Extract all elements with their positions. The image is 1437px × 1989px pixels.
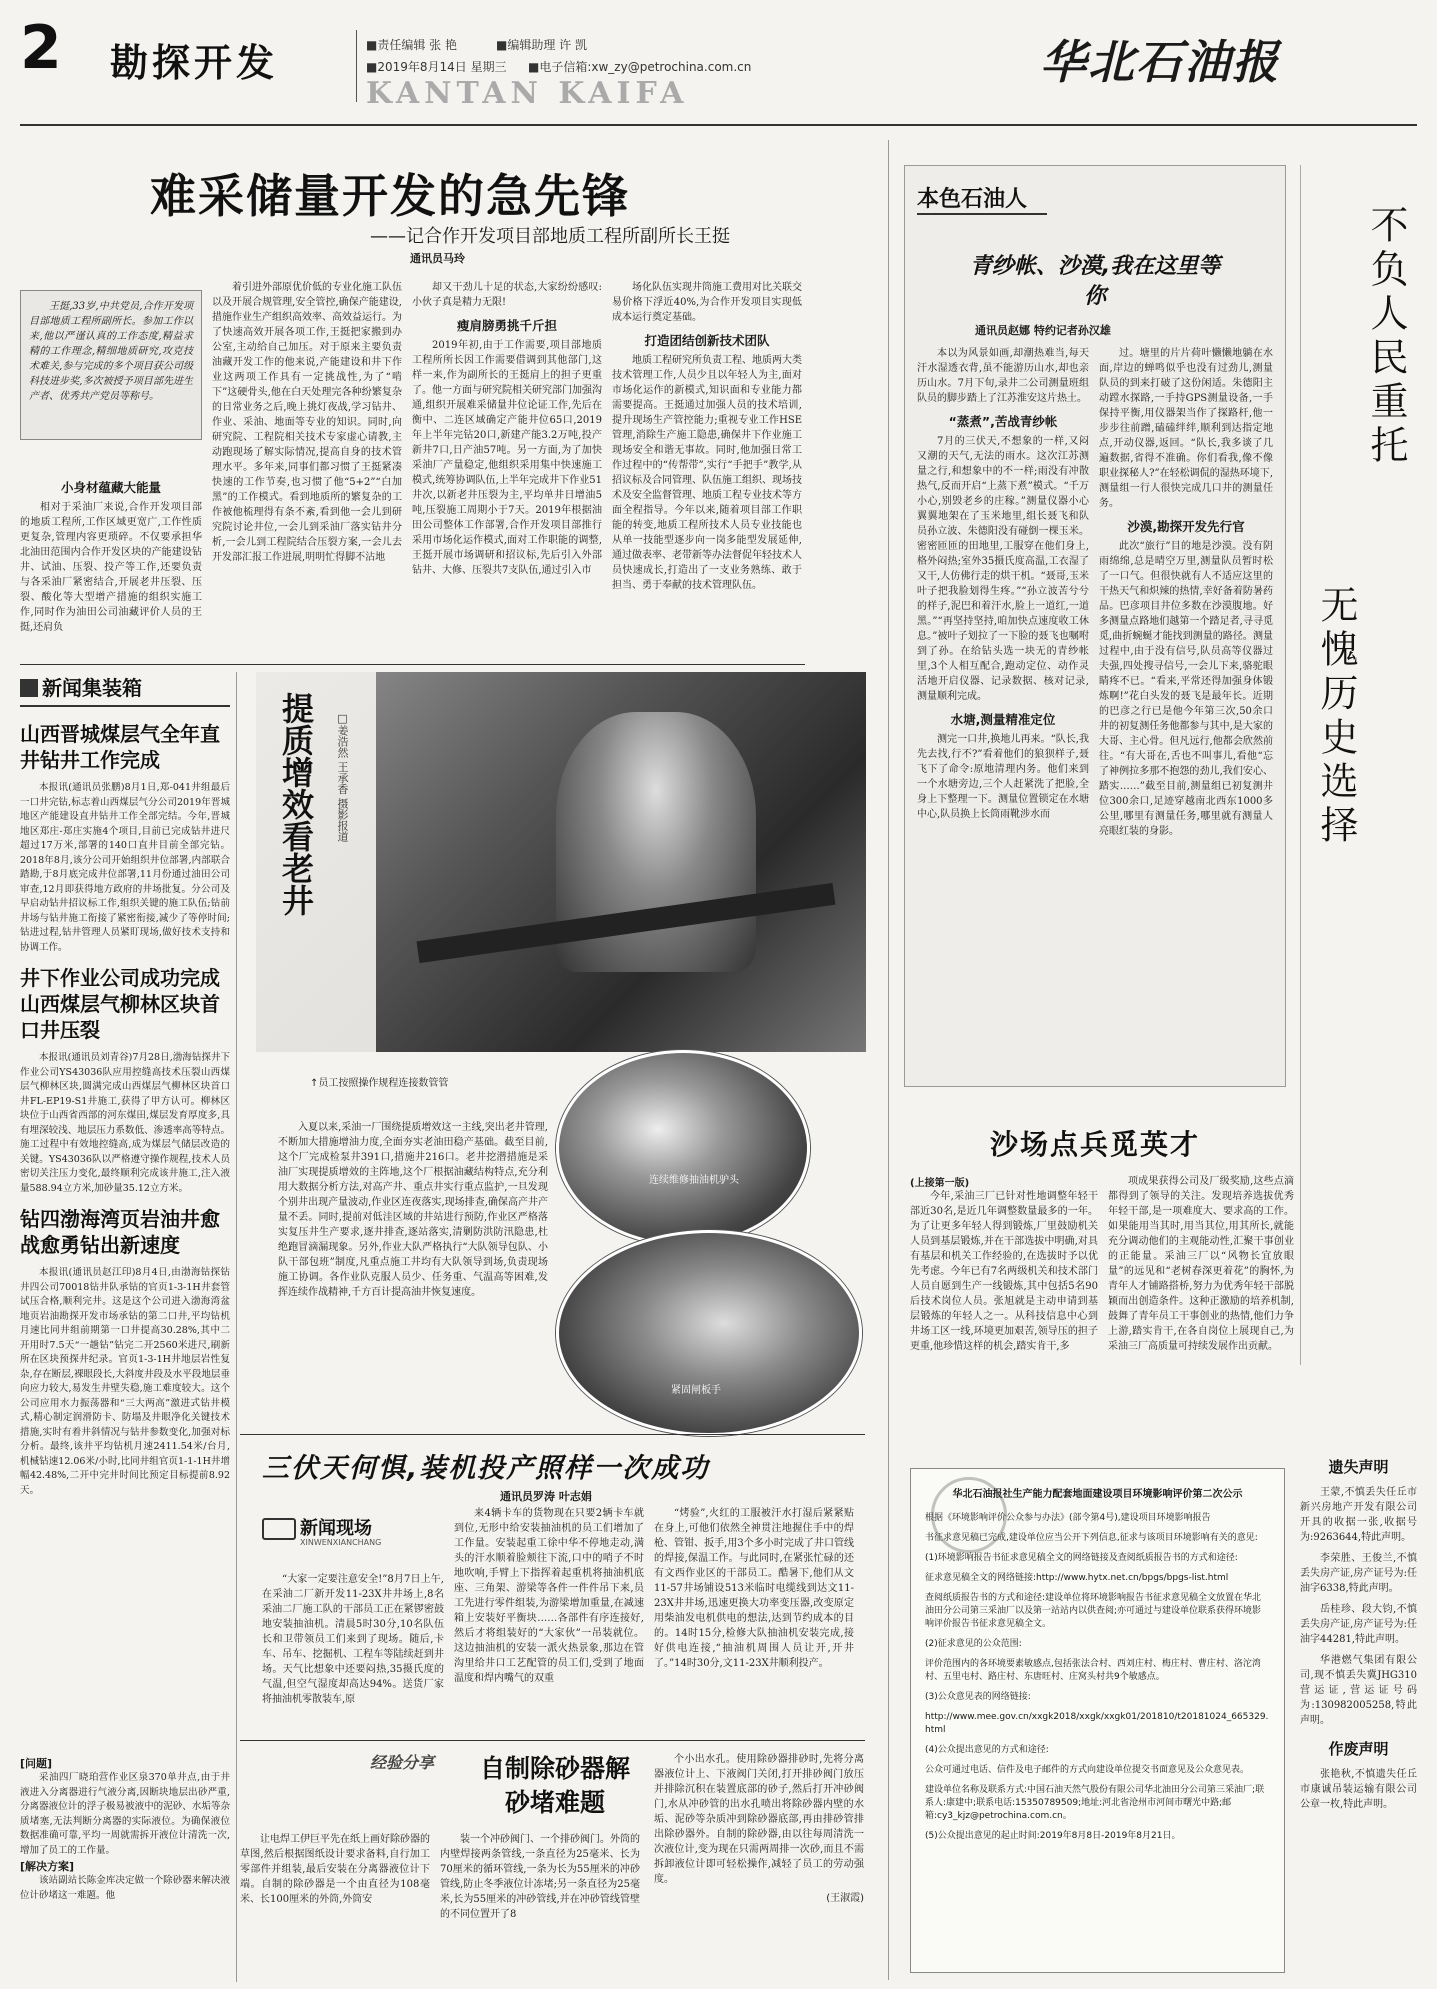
assistant-credit: ■编辑助理 许 凯 bbox=[496, 38, 587, 52]
news-box-title bbox=[20, 672, 230, 707]
problem-label: [问题] bbox=[20, 1757, 53, 1770]
solution-label: [解决方案] bbox=[20, 1860, 75, 1873]
solution-text: 该站副站长陈金库决定做一个除砂器来解决液位计砂堵这一难题。他 bbox=[20, 1875, 230, 1901]
photo-story-title: 提质增效看老井 bbox=[277, 692, 315, 916]
column-subhead-3: 沙漠,勘探开发先行官 bbox=[1127, 519, 1245, 534]
lead-byline: 通讯员马玲 bbox=[410, 252, 465, 265]
column-title: 青纱帐、沙漠,我在这里等你 bbox=[969, 254, 1221, 309]
issue-date: ■2019年8月14日 星期三 bbox=[366, 60, 507, 74]
eia-notice bbox=[910, 1468, 1285, 1973]
shachang-col-1 bbox=[910, 1174, 1098, 1354]
lost-notice-title: 遗失声明 bbox=[1328, 1458, 1389, 1476]
notice-line: 根据《环境影响评价公众参与办法》(部令第4号),建设项目环境影响报告 bbox=[925, 1513, 1211, 1523]
notice-line: (4)公众提出意见的方式和途径: bbox=[925, 1745, 1049, 1755]
column-box bbox=[904, 165, 1286, 1087]
bottom-story-col-3: “烤验”,火红的工服被汗水打湿后紧紧贴在身上,可他们依然全神贯注地握住手中的焊枪、管钳、扳手,用3个多小时完成了井口管线的焊接,保温工作。与此同时,在紧张忙碌的还有文西作业区的干部员工。酷暑下,他们从文11-57井场铺设513米临时电缆线到达文11-23X井井场,迅速更换大功率变压器,改变原定用柴油发电机供电的想法,达到节约成本的目的。14时15分,检修大队抽油机安装完成,接好供电连接,“抽油机周围人员让开,开井了。”14时30分,文11-23X井顺利投产。 bbox=[654, 1508, 854, 1669]
lead-col-4 bbox=[612, 280, 802, 593]
photo-bottom-rule bbox=[240, 1434, 865, 1435]
lead-title: 难采储量开发的急先锋 bbox=[150, 169, 630, 223]
photo-caption-3: 紧固闸板手 bbox=[671, 1385, 721, 1396]
photo-circle-2 bbox=[556, 1230, 862, 1436]
header-divider bbox=[356, 30, 357, 102]
notice-line: 建设单位名称及联系方式:中国石油天然气股份有限公司华北油田分公司第三采油厂;联系人:康建中;联系电话:15350789509;地址:河北省沧州市河间市曙光中路;邮箱:cy3_kjz@petrochina.com.cn。 bbox=[925, 1785, 1265, 1821]
notice-link[interactable]: http://www.mee.gov.cn/xxgk2018/xxgk/xxgk01/201810/t20181024_665329.html bbox=[925, 1712, 1269, 1735]
column-right bbox=[1099, 346, 1273, 839]
news-box-title-text: 新闻集装箱 bbox=[42, 676, 142, 700]
news-body-3: 本报讯(通讯员赵江印)8月4日,由渤海钻探钻井四公司70018钻井队承钻的官页1-3-1H井套管试压合格,顺利完井。这是这个公司进入渤海湾盆地页岩油勘探开发市场承钻的第二口井,平均钻机月速比同井组前期第一口井提高30.28%,其中二开用时7.5天“一趟钻”钻完二开2560米进尺,刷新所在区块预探井纪录。官页1-3-1H井地层岩性复杂,存在断层,裸眼段长,大斜度井段及水平段地层垂向应力较大,易发生井壁失稳,施工难度较大。这个公司应用水力振荡器和“三大两高”激进式钻井模式,精心制定润滑防卡、防塌及井眼净化关键技术措施,实时有着井斜情况与钻井参数变化,加强对标分析。最终,该井平均钻机月速2411.54米/台月,机械钻速12.06米/小时,比同井组官页1-1-1H井增幅42.48%,二开中完井时间比预定目标提前8.92天。 bbox=[20, 1267, 230, 1496]
shachang-lead-in: (上接第一版) bbox=[910, 1178, 970, 1189]
newspaper-icon bbox=[20, 679, 38, 697]
notice-line: (3)公众意见表的网络链接: bbox=[925, 1692, 1031, 1702]
experience-author: (王淑霞) bbox=[826, 1893, 864, 1904]
photo-title-box bbox=[256, 672, 376, 1052]
column-badge: 本色石油人 bbox=[917, 182, 1047, 215]
editor-credit: ■责任编辑 张 艳 bbox=[366, 38, 457, 52]
bottom-story-col-1: “大家一定要注意安全!”8月7日上午,在采油二厂新开发11-23X井井场上,8名采油二厂施工队的干部员工正在紧锣密鼓地安装抽油机。清晨5时30分,10名队伍长和卫带领员工们来到了现场。随后,卡车、吊车、挖掘机、工程车等陆续赶到井场。天气比想象中还要闷热,35摄氏度的气温,但空气湿度却高达94%。送货厂家将抽油机零散装车,原 bbox=[262, 1574, 444, 1705]
lead-col-2: 着引进外部原优价低的专业化施工队伍以及开展合规管理,安全管控,确保产能建设,措施作业生产组织高效率、高效益运行。为了快速高效开展各项工作,王挺把家搬到办公室,主动给自己加压。对于原来主要负责油藏开发工作的他来说,产能建设和井下作业这两项工作具有一定挑战性,为了“啃下”这硬骨头,他在白天处理完各种纷繁复杂的日常业务之后,晚上挑灯夜战,学习钻井、作业、采油、地面等专业的知识。同时,向研究院、工程院相关技术专家虚心请教,主动跑现场了解实际情况,提高自身的技术管理水平。多年来,同事们都习惯了王挺紧凑快速的工作节奏,也习惯了他“5+2”“白加黑”的工作模式。看到地质所的繁复杂的工作被他梳理得有条不紊,看到他一会儿到研究院讨论井位,一会儿到采油厂落实钻井分析,一会儿到工程院结合压裂方案,一会儿去开发部汇报工作进展,明明忙得脚不沾地 bbox=[212, 282, 402, 563]
column-body-5: 此次“旅行”目的地是沙漠。没有阴雨绵绵,总是晴空万里,测量队员暂时松了一口气。但很快就有人不适应这里的干热天气和炽辣的热情,幸好备着防暑药品。巴彦项目井位多数在沙漠腹地。好多测量点路地们越第一个踏足者,寻寻觅觅,曲折蜿蜒才能找到测量的路径。测量过程中,由于没有信号,队员高等仪器过夫强,四处搜寻信号,一会儿下来,骆驼眼睛疼不已。“看来,平常还得加强身体锻炼啊!”花白头发的聂飞是最年长。近期的巴彦之行已是他今年第三次,50余口井的初复测任务他都参与其中,是大家的大哥、主心骨。但凡远行,他都会欣然前往。“有大哥在,舌也不叫事儿,看他“忘了神例拉多那不抱怨的劲儿,我们安心、踏实……”截至目前,测量组已初复测井位300余口,足迹穿越南北西东1000多公里,哪里有测量任务,哪里就有测量人亮眼红装的身影。 bbox=[1099, 541, 1273, 837]
problem-text: 采油四厂晓珀营作业区泉370单井点,由于井液进入分离器进行气液分离,因断块地层出砂严重,分离器液位计的浮子极易被液中的泥砂、水垢等杂质堵塞,无法判断分离器的实际液位。为确保液位数据准确可靠,平均一周就需拆开液位计清洗一次,增加了员工的工作量。 bbox=[20, 1772, 230, 1856]
page-number: 2 bbox=[20, 13, 62, 83]
lead-col-3 bbox=[412, 280, 602, 578]
lost-notice-item: 王蒙,不慎丢失任丘市新兴房地产开发有限公司开具的收据一张,收据号为:9263644,特此声明。 bbox=[1300, 1487, 1417, 1543]
column-byline: 通讯员赵娜 特约记者孙汉雄 bbox=[975, 324, 1111, 337]
column-body-2: 7月的三伏天,不想象的一样,又闷又潮的天气,无法的雨水。这次江苏测量之行,和想象中的不一样;雨没有冲散热气,反而开启“上蒸下煮”模式。“千万小心,别毁老乡的庄稼。”测量仪器小心翼翼地架在了玉米地里,组长聂飞和队员孙立波、朱德阳没有碰倒一棵玉米。密密匝匝的田地里,工服穿在他们身上,格外闷热;室外35摄氏度高温,工衣湿了又干,人仿佛行走的烘干机。“聂哥,玉米叶子把我脸划得生疼。”“孙立波苦兮兮的样子,泥巴和着汗水,脸上一道红,一道黑。”“再坚持坚持,咱加快点速度收工休息。”被叶子划拉了一下脸的聂飞也嘱咐到了孙。在给钻头选一块无的青纱帐里,3个人相互配合,跑动定位、动作灵活地开启仪器、记录数据、核对记录,测量顺利完成。 bbox=[917, 436, 1089, 702]
lead-bottom-rule bbox=[20, 664, 805, 665]
notice-line: 评价范围内的各环境要素敏感点,包括张法合村、西刘庄村、梅庄村、曹庄村、洛沱湾村、五里屯村、路庄村、东唐旺村、庄窝头村共9个敏感点。 bbox=[925, 1659, 1261, 1682]
contact-email: ■电子信箱:xw_zy@petrochina.com.cn bbox=[528, 60, 752, 74]
section-pinyin: KANTAN KAIFA bbox=[366, 76, 689, 111]
notice-line: (5)公众提出意见的起止时间:2019年8月8日-2019年8月21日。 bbox=[925, 1831, 1181, 1841]
section-title: 勘探开发 bbox=[110, 41, 279, 85]
lead-subhead-1: 小身材蕴藏大能量 bbox=[60, 480, 161, 495]
lead-subhead-2: 瘦肩膀勇挑千斤担 bbox=[456, 318, 557, 333]
notice-line: 公众可通过电话、信件及电子邮件的方式向建设单位提交书面意见及公众意见表。 bbox=[925, 1765, 1250, 1775]
header-rule bbox=[20, 124, 1417, 126]
news-scene-label bbox=[262, 1512, 444, 1562]
column-subhead-2: 水塘,测量精准定位 bbox=[950, 712, 1056, 727]
experience-col-2: 装一个冲砂阀门、一个排砂阀门。外筒的内壁焊接两条管线,一条直径为25毫米、长为70厘米的循环管线,一条为长为55厘米的冲砂管线,防止冬季液位计冻堵;另一条直径为25毫米,长为55厘米的冲砂管线,并在冲砂管线管壁的不同位置开了8 bbox=[440, 1834, 640, 1920]
newspaper-masthead: 华北石油报 bbox=[1040, 35, 1280, 89]
notice-line: (2)征求意见的公众范围: bbox=[925, 1639, 1022, 1649]
lost-notice-item: 李荣胜、王俊兰,不慎丢失房产证,房产证号为:任油字6338,特此声明。 bbox=[1300, 1553, 1417, 1594]
notice-line: (1)环境影响报告书征求意见稿全文的网络链接及查阅纸质报告书的方式和途径: bbox=[925, 1553, 1238, 1563]
lost-notices bbox=[1300, 1450, 1417, 1980]
photo-credit: □姜浩然 王承香 摄影报道 bbox=[336, 712, 349, 842]
notice-link[interactable]: 征求意见稿全文的网络链接:http://www.hytx.net.cn/bpgs/bpgs-list.html bbox=[925, 1573, 1229, 1583]
news-body-2: 本报讯(通讯员刘青谷)7月28日,渤海钻探井下作业公司YS43036队应用控缝高技术压裂山西煤层气柳林区块,圆满完成山西煤层气柳林区块首口井FL-EP19-S1井施工,获得了甲方认可。柳林区块位于山西省西部的河东煤田,煤层发育厚度多,具有埋深较浅、地层压力系数低、渗透率高等特点。施工过程中有效地控缝高,成为煤层气储层改造的关键。YS43036队以严格遵守操作规程,技术人员密切关注压力变化,最终顺利完成该井施工,注入液量588.94立方米,加砂量35.12立方米。 bbox=[20, 1052, 230, 1194]
official-seal bbox=[931, 1477, 1007, 1553]
eia-notice-title: 华北石油报社生产能力配套地面建设项目环境影响评价第二次公示 bbox=[952, 1489, 1243, 1500]
slogan-line-1: 不负人民重托 bbox=[1364, 205, 1408, 469]
news-headline-3: 钻四渤海湾页岩油井愈战愈勇钻出新速度 bbox=[20, 1207, 220, 1257]
photo-story-body: 入夏以来,采油一厂围绕提质增效这一主线,突出老井管理,不断加大措施增油力度,全面夯实老油田稳产基础。截至目前,这个厂完成检泵井391口,措施井216口。老井挖潜措施是采油厂实现提质增效的主阵地,这个厂根据油藏结构特点,充分利用大数据分析方法,对高产井、重点井实行重点监护,一旦发现个别井出现产量波动,作业区连夜落实,现场排查,确保高产井产量不丢。同时,提前对低洼区域的井站进行预防,作业区严格落实复压井生产要求,逐井排查,逐站落实,清剿防洪防汛隐患,杜绝跑冒滴漏现象。另外,作业大队严格执行“大队领导包队、小队干部包班”制度,凡重点施工井均有大队领导到场,负责现场施工协调。各作业队克服人员少、任务重、气温高等困难,发挥连续作战精神,千方百计提高油井恢复速度。 bbox=[278, 1122, 548, 1298]
problem-block bbox=[20, 1755, 230, 1903]
column-body-3: 测完一口井,换地儿再来。“队长,我先去找,行不?”看着他们的狼狈样子,聂飞下了命令:原地清理内务。他们来到一个水塘旁边,三个人赶紧洗了把脸,全身上下整理一下。测量位置锁定在水塘中心,队员换上长筒雨靴涉水而 bbox=[917, 734, 1089, 820]
experience-body-3: 个小出水孔。使用除砂器排砂时,先将分离器液位计上、下液阀门关闭,打开排砂阀门放压并排除沉积在装置底部的砂子,然后打开冲砂阀门,水从冲砂管的出水孔喷出将除砂器内壁的水垢、泥砂等杂质冲到除砂器底部,再由排砂管排出除砂器外。自制的除砂器,由以往每周清洗一次液位计,变为现在只需两周排一次砂,而且不需拆卸液位计即可轻松操作,减轻了员工的劳动强度。 bbox=[654, 1754, 864, 1885]
bottom-story-rule bbox=[240, 1740, 865, 1741]
photo-caption-1: ↑员工按照操作规程连接数管管 bbox=[310, 1078, 449, 1089]
lost-notice-item: 华港燃气集团有限公司,现不慎丢失冀JHG310营运证,营运证号码为:130982005258,特此声明。 bbox=[1300, 1655, 1417, 1726]
news-headline-2: 井下作业公司成功完成山西煤层气柳林区块首口井压裂 bbox=[20, 966, 220, 1042]
void-notice-item: 张艳秋,不慎遗失任丘市康诚吊装运输有限公司公章一枚,特此声明。 bbox=[1300, 1769, 1417, 1810]
bottom-story-title: 三伏天何惧,装机投产照样一次成功 bbox=[262, 1453, 710, 1484]
lead-subtitle: ——记合作开发项目部地质工程所副所长王挺 bbox=[370, 226, 730, 247]
column-body-1: 本以为风景如画,却潮热难当,每天汗水湿透衣背,虽不能游历山水,却也亲历山水。7月下旬,录井二公司测量班组队员的脚步踏上了江苏淮安这片热土。 bbox=[917, 348, 1089, 404]
photo-caption-2: 连续维修抽油机驴头 bbox=[649, 1175, 739, 1186]
eia-notice-body bbox=[925, 1512, 1270, 1843]
page-header bbox=[0, 0, 1437, 130]
lead-body-3: 却又干劲儿十足的状态,大家纷纷感叹:小伙子真是精力无限! bbox=[412, 282, 602, 308]
experience-col-3 bbox=[654, 1752, 864, 1904]
lead-col-1 bbox=[20, 472, 202, 635]
news-scene-pinyin: XINWENXIANCHANG bbox=[300, 1538, 382, 1547]
notice-line: 查阅纸质报告书的方式和途径:建设单位将环境影响报告书征求意见稿全文放置在华北油田分公司第三采油厂以及第一站站内以供查阅;亦可通过与建设单位联系获得环境影响评价报告书征求意见稿全文。 bbox=[925, 1593, 1262, 1629]
experience-col-1: 让电焊工伊巨平先在纸上画好除砂器的草图,然后根据图纸设计要求备料,自行加工零部件并组装,最后安装在分离器液位计下端。自制的除砂器是一个由直径为108毫米、长100厘米的外筒,外筒安 bbox=[240, 1834, 430, 1905]
lead-body-4: 2019年初,由于工作需要,项目部地质工程所所长因工作需要借调到其他部门,这样一来,作为副所长的王挺肩上的担子更重了。他一方面与研究院相关研究部门加强沟通,组织开展难采储量井位论证工作,先后在衡中、二连区域确定产能井位65口,2019年上半年完钻20口,新建产能3.2万吨,投产新井7口,日产油57吨。另一方面,为了加快采油厂产量稳定,他组织采用集中快速施工模式,统筹协调队伍,上半年完成井下作业51井次,以新老井压裂为主,平均单井日增油5吨,压裂施工周期小于7天。2019年根据油田公司整体工作部署,合作开发项目部推行采用市场化运作模式,面对工作职能的调整,王挺开展市场调研和招议标,先后引入外部钻井、大修、压裂共7支队伍,通过引入市 bbox=[412, 340, 602, 576]
column-left bbox=[917, 346, 1089, 822]
experience-title: 自制除砂器解砂堵难题 bbox=[479, 1754, 630, 1817]
slogan-line-2: 无愧历史选择 bbox=[1314, 585, 1358, 849]
news-body-1: 本报讯(通讯员张鹏)8月1日,郑-041井组最后一口井完钻,标志着山西煤层气分公司2019年晋城地区产能建设直井钻井工作全部完结。今年,晋城地区郑庄-郑庄实施4个项目,目前已完成钻井进尺超过17万米,部署的140口直井目前全部完钻。2018年8月,该分公司开始组织井位部署,内部联合踏勘,于8月底完成井位部署,11月份通过油田公司审查,12月即获得地方政府的井场批复。分公司及早启动钻井招议标工作,组织关键的施工队伍;钻前井场与钻井施工衔接了紧密衔接,减少了等停时间;钻进过程,钻井管理人员紧盯现场,做好技术支持和协调工作。 bbox=[20, 782, 230, 953]
lead-body-6: 地质工程研究所负责工程、地质两大类技术管理工作,人员少且以年轻人为主,面对市场化运作的新模式,知识面和专业能力都需要提高。王挺通过加强人员的技术培训,提升现场生产管控能力;重视专业工作HSE管理,消除生产施工隐患,确保井下作业施工现场安全和谐无事故。同时,他加强日常工作过程中的“传帮带”,实行“手把手”教学,从招议标及合同管理、队伍施工组织、现场技术及安全监督管理、地质工程专业技术等方面全程指导。今年以来,随着项目部工作职能的转变,地质工程所技术人员专业技能也从单一技能型逐步向一岗多能型发展延伸,通过做表率、老带新等办法督促年轻技术人员快速成长,打造出了一支业务熟练、敢于担当、勇于奉献的技术管理队伍。 bbox=[612, 355, 802, 591]
experience-label: 经验分享 bbox=[370, 1753, 435, 1772]
column-body-4: 过。塘里的片片荷叶懒懒地躺在水面,岸边的蝉鸣似乎也没有过劲儿,测量队员的到来打破了这份闲适。朱德阳主动蹚水探路,一手持GPS测量设备,一手保持平衡,用仪器架当作了探路杆,他一步步往前蹭,磕磕绊绊,顺利到达指定地点,开动仪器,返回。“队长,我多谈了几遍数据,省得不准确。你们看我,像不像职业探秘人?”在轻松调侃的湿热环境下,测量组一行人很快完成几口井的测量任务。 bbox=[1099, 348, 1273, 509]
shachang-body-1: 今年,采油三厂已针对性地调整年轻干部近30名,是近几年调整数量最多的一年。为了让更多年轻人得到锻炼,厂里鼓励机关人员到基层锻炼,并在干部选拔中明确,对具有基层和机关工作经验的,在选拔时予以优先考虑。今年已有7名两级机关和技术部门人员自愿到生产一线锻炼,其中包括5名90后技术岗位人员。张旭就是主动申请到基层锻炼的年轻人之一。从科技信息中心到井场工区一线,环境更加艰苦,领导压的担子更重,他珍惜这样的机会,踏实肯干,多 bbox=[910, 1191, 1098, 1352]
lead-intro-box bbox=[20, 290, 202, 440]
bottom-story-col-2: 来4辆卡车的货物现在只要2辆卡车就到位,无形中给安装抽油机的员工们增加了工作量。安装起重工徐中华不停地走动,满头的汗水顺着脸颊往下流,口中的哨子不时地吹响,手臂上下指挥着起重机将抽油机底座、三角架、游梁等各件一件件吊下来,员工先进行零件组装,为游梁增加重量,在减速箱上安装好平衡块……各部件有序连接好,然后才将组装好的“大家伙”一吊装就位。这边抽油机的安装一派火热景象,那边在管沟里给井口工艺配管的员工们,受到了地面温度和焊内嘴气的双重 bbox=[454, 1508, 644, 1684]
news-headline-1: 山西晋城煤层气全年直井钻井工作完成 bbox=[20, 722, 220, 772]
left-divider bbox=[236, 672, 237, 1982]
photo-circle-1 bbox=[556, 1050, 810, 1246]
notice-line: 书征求意见稿已完成,建设单位应当公开下列信息,征求与该项目环境影响有关的意见: bbox=[925, 1533, 1258, 1543]
lead-body-5: 场化队伍实现井筒施工费用对比关联交易价格下浮近40%,为合作开发项目实现低成本运行奠定基础。 bbox=[612, 282, 802, 323]
void-notice-title: 作废声明 bbox=[1328, 1740, 1389, 1758]
lead-intro: 王挺,33岁,中共党员,合作开发项目部地质工程所副所长。参加工作以来,他以严谨认真的工作态度,精益求精的工作理念,精细地质研究,攻克技术难关,参与完成的多个项目获公司级科技进步奖,多次被授予项目部先进生产者、优秀共产党员等称号。 bbox=[29, 301, 193, 402]
lead-body-1: 相对于采油厂来说,合作开发项目部的地质工程所,工作区域更宽广,工作性质更复杂,管理内容更琐碎。不仅要承担华北油田范围内合作开发区块的产能建设钻井、试油、压裂、投产等工作,还要负责与各采油厂紧密结合,开展老井压裂、压裂、酸化等大型增产措施的组织实施工作,同时作为油田公司油藏评价人员的王挺,还肩负 bbox=[20, 502, 202, 633]
column-divider bbox=[888, 140, 889, 1980]
shachang-col-2: 项成果获得公司及厂级奖励,这些点滴都得到了领导的关注。发现培养选拔优秀年轻干部,是一项难度大、要求高的工作。如果能用当其时,用当其位,用其所长,就能充分调动他们的主观能动性,汇聚干事创业的正能量。采油三厂以“风物长宜放眼量”的远见和“老树春深更着花”的胸怀,为青年人才铺路搭桥,努力为优秀年轻干部脱颖而出创造条件。这种正激励的培养机制,鼓舞了青年员工干事创业的热情,他们力争上游,踏实肯干,在各自岗位上展现自己,为采油三厂高质量可持续发展作出贡献。 bbox=[1108, 1176, 1294, 1352]
slogan-panel bbox=[1300, 165, 1421, 1365]
shachang-title: 沙场点兵觅英才 bbox=[990, 1128, 1201, 1161]
bottom-story-byline: 通讯员罗涛 叶志娟 bbox=[500, 1490, 592, 1503]
truck-icon bbox=[262, 1518, 296, 1540]
column-subhead-1: “蒸煮”,苦战青纱帐 bbox=[948, 414, 1058, 429]
lead-subhead-3: 打造团结创新技术团队 bbox=[644, 333, 770, 348]
lost-notice-item: 岳桂珍、段大钧,不慎丢失房产证,房产证号为:任油字44281,特此声明。 bbox=[1300, 1604, 1417, 1645]
news-scene-title: 新闻现场 bbox=[300, 1518, 372, 1539]
